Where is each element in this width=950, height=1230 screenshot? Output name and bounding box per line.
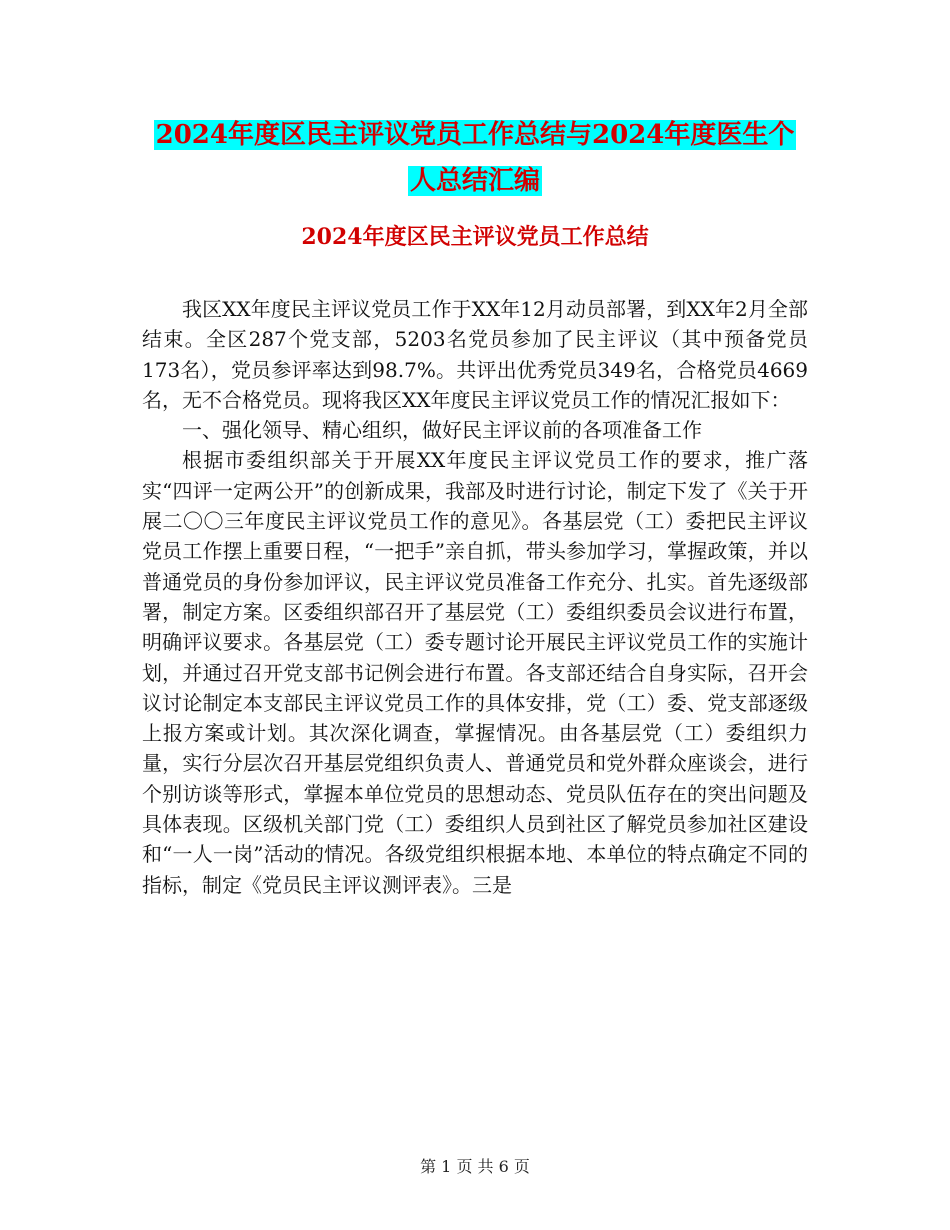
section-title: 2024年度区民主评议党员工作总结 [301, 224, 649, 250]
page-number-footer: 第 1 页 共 6 页 [420, 1157, 530, 1176]
document-title-line-2: 人总结汇编 [409, 166, 540, 196]
document-title-line-1: 2024年度区民主评议党员工作总结与2024年度医生个 [155, 120, 795, 150]
paragraph-1: 我区XX年度民主评议党员工作于XX年12月动员部署，到XX年2月全部结束。全区287个党支部，5203名党员参加了民主评议（其中预备党员173名），党员参评率达到98.7%。共评出优秀党员349名，合格党员4669名，无不合格党员。现将我区XX年度民主评议党员工作的情况汇报如下： [142, 297, 808, 412]
paragraph-2-heading: 一、强化领导、精心组织，做好民主评议前的各项准备工作 [182, 418, 702, 443]
body-text [142, 294, 808, 900]
document-title [0, 112, 950, 204]
paragraph-3: 根据市委组织部关于开展XX年度民主评议党员工作的要求，推广落实“四评一定两公开”的创新成果，我部及时进行讨论，制定下发了《关于开展二〇〇三年度民主评议党员工作的意见》。各基层党（工）委把民主评议党员工作摆上重要日程，“一把手”亲自抓，带头参加学习，掌握政策，并以普通党员的身份参加评议，民主评议党员准备工作充分、扎实。首先逐级部署，制定方案。区委组织部召开了基层党（工）委组织委员会议进行布置，明确评议要求。各基层党（工）委专题讨论开展民主评议党员工作的实施计划，并通过召开党支部书记例会进行布置。各支部还结合自身实际，召开会议讨论制定本支部民主评议党员工作的具体安排，党（工）委、党支部逐级上报方案或计划。其次深化调查，掌握情况。由各基层党（工）委组织力量，实行分层次召开基层党组织负责人、普通党员和党外群众座谈会，进行个别访谈等形式，掌握本单位党员的思想动态、党员队伍存在的突出问题及具体表现。区级机关部门党（工）委组织人员到社区了解党员参加社区建设和“一人一岗”活动的情况。各级党组织根据本地、本单位的特点确定不同的指标，制定《党员民主评议测评表》。三是 [142, 448, 808, 897]
